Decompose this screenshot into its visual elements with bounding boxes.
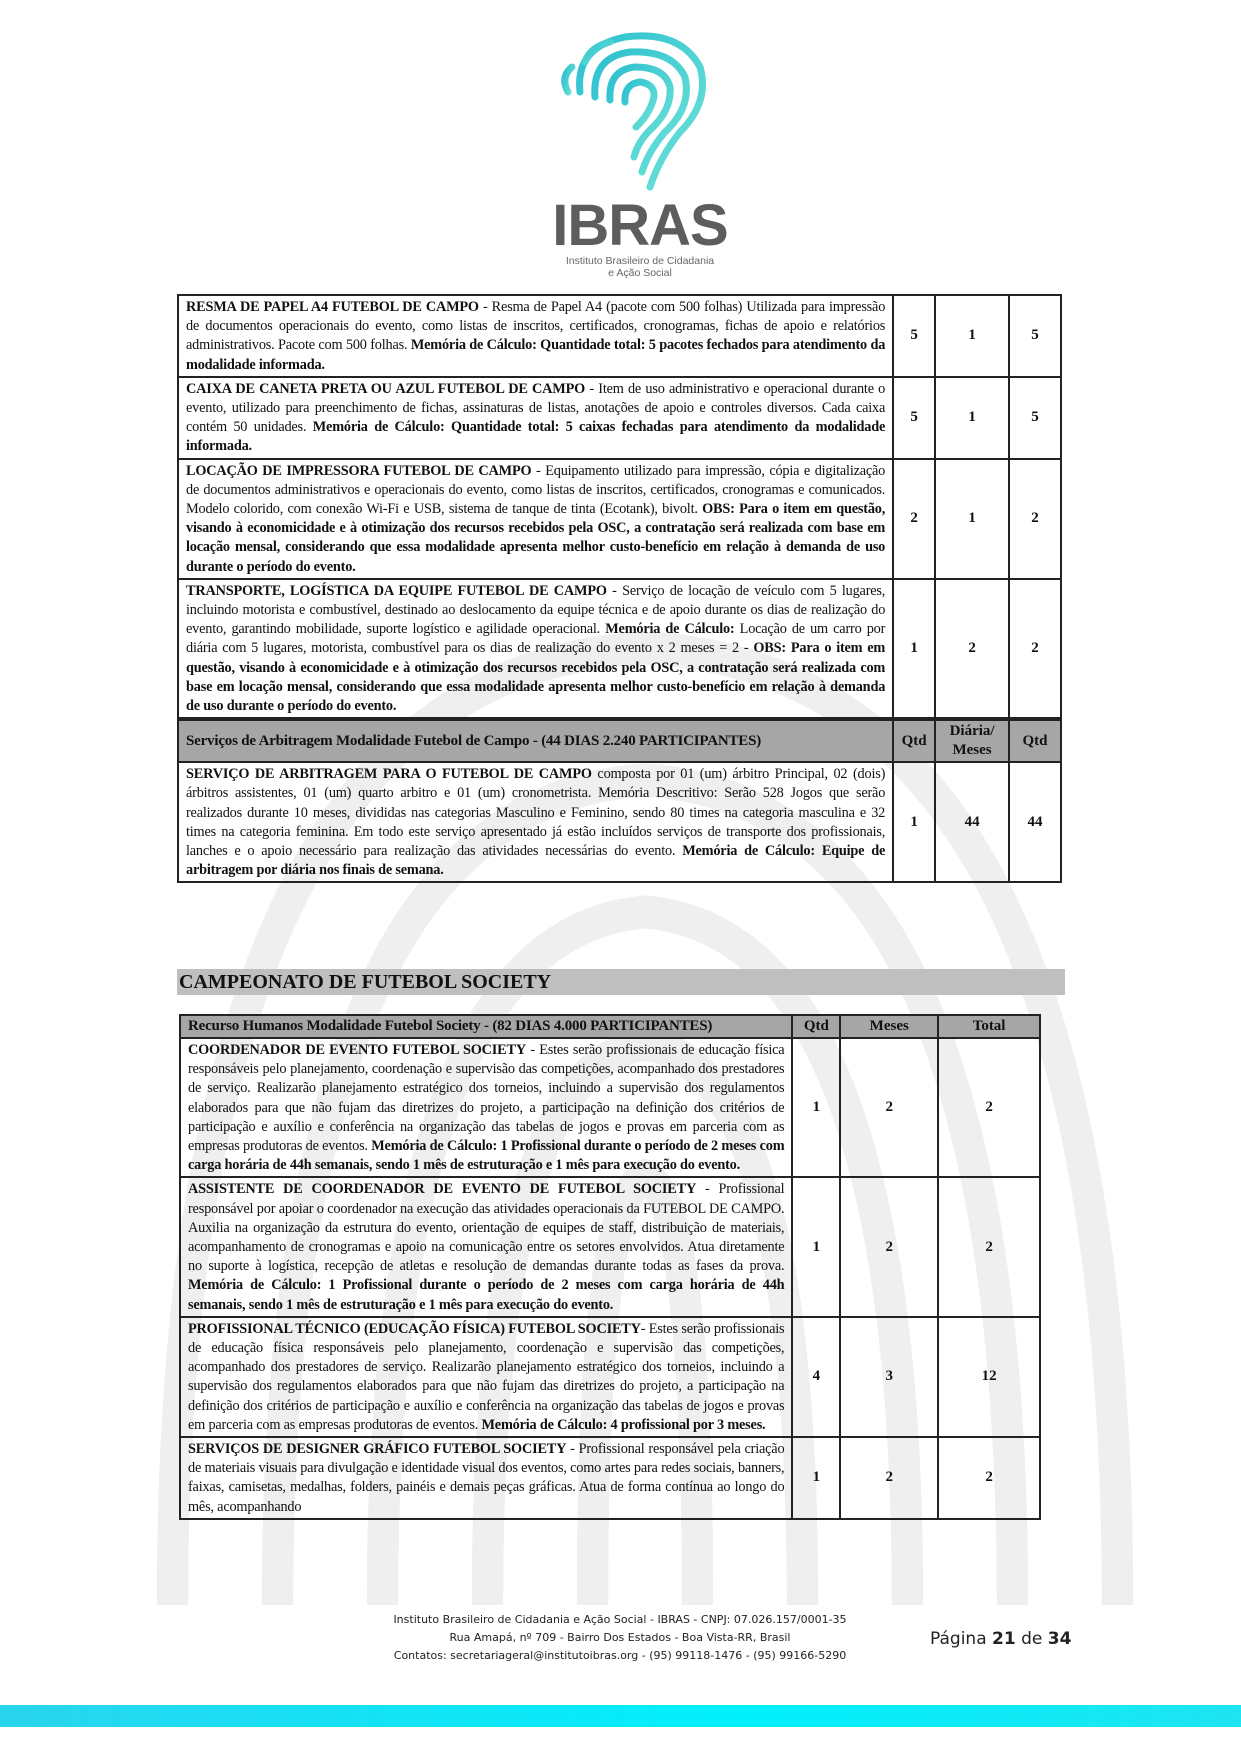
page-label: Página: [930, 1629, 987, 1649]
footer-line: Rua Amapá, nº 709 - Bairro Dos Estados - Boa Vista-RR, Brasil: [449, 1631, 791, 1644]
table-row: [178, 579, 1061, 719]
item-qtd: 1: [792, 1177, 840, 1316]
table-row: [178, 459, 1061, 579]
item-description: [180, 1177, 792, 1316]
item-description: [180, 1038, 792, 1177]
item-text: - Estes serão profissionais de educação física responsáveis pelo planejamento, coordenação e supervisão das competições, acompanhado dos prestadores de serviço. Realizarão planejamento estratégico dos torneios, incluindo a supervisão dos regulamentos elaborados para que não fujam das diretrizes do projeto, a participação na definição dos critérios de participação e auxílio e conferência na organização das tabelas de jogos e provas em parceria com as empresas produtoras de eventos.: [188, 1042, 785, 1155]
logo-subtitle: Instituto Brasileiro de Cidadania: [565, 255, 715, 267]
table-row: [180, 1038, 1040, 1177]
footer: [350, 1611, 890, 1665]
item-total: 44: [1009, 762, 1061, 882]
page-sep: de: [1021, 1629, 1043, 1649]
fingerprint-map-icon: [550, 22, 730, 192]
item-total: 5: [1009, 295, 1061, 377]
item-title: RESMA DE PAPEL A4 FUTEBOL DE CAMPO: [186, 299, 479, 315]
item-diaria: 1: [935, 295, 1009, 377]
col-total: Total: [938, 1015, 1040, 1038]
item-text: - Profissional responsável pela criação de materiais visuais para divulgação e identidade visual dos eventos, como artes para redes sociais, banners, faixas, camisetas, medalhas, folders, painéis e demais peças gráficas. Atua de forma contínua ao longo do mês, acompanhando: [188, 1441, 785, 1515]
item-meses: 2: [840, 1177, 938, 1316]
materials-table: [177, 294, 1062, 883]
table-row: [180, 1177, 1040, 1316]
item-diaria: 1: [935, 459, 1009, 579]
item-qtd: 5: [893, 295, 935, 377]
society-hr-table: [179, 1014, 1041, 1520]
table-row: [180, 1437, 1040, 1519]
footer-color-bar: [0, 1705, 1241, 1727]
item-description: [178, 377, 893, 459]
page-number: [930, 1629, 1071, 1649]
item-qtd: 1: [893, 762, 935, 882]
arbitragem-header-row: [178, 719, 1061, 762]
logo-subtitle: e Ação Social: [608, 267, 672, 279]
item-calc-label: Memória de Cálculo:: [605, 621, 735, 638]
footer-contacts: Contatos: secretariageral@institutoibras.org - (95) 99118-1476 - (95) 99166-5290: [393, 1649, 847, 1662]
item-total: 12: [938, 1317, 1040, 1437]
col-total: Qtd: [1009, 719, 1061, 762]
item-title: SERVIÇO DE ARBITRAGEM PARA O FUTEBOL DE CAMPO: [186, 766, 592, 783]
item-title: ASSISTENTE DE COORDENADOR DE EVENTO DE FUTEBOL SOCIETY: [188, 1181, 697, 1198]
item-text: - Serviço de locação de veículo com 5 lugares, incluindo motorista e combustível, destinado ao deslocamento da equipe técnica e de apoio durante os dias de realização do evento, garantindo mobilidade, suporte logístico e agilidade operacional.: [186, 582, 886, 638]
item-title: SERVIÇOS DE DESIGNER GRÁFICO FUTEBOL SOCIETY: [188, 1441, 567, 1458]
item-calc: Memória de Cálculo: 1 Profissional durante o período de 2 meses com carga horária de 44h semanais, sendo 1 mês de estruturação e 1 mês para execução do evento.: [188, 1277, 785, 1313]
table-row: [178, 295, 1061, 377]
item-calc: OBS: Para o item em questão, visando à economicidade e à otimização dos recursos recebidos pela OSC, a contratação será realizada com base em locação mensal, considerando que essa modalidade apresenta melhor custo-benefício em relação à demanda de uso durante o período do evento.: [186, 501, 886, 575]
item-diaria: 2: [935, 579, 1009, 719]
item-calc: Memória de Cálculo: 4 profissional por 3 meses.: [481, 1416, 766, 1433]
item-total: 2: [938, 1038, 1040, 1177]
item-diaria: 1: [935, 377, 1009, 459]
item-description: [178, 762, 893, 882]
item-text: - Estes serão profissionais de educação física responsáveis pelo planejamento, coordenação e supervisão das competições, acompanhado dos prestadores de serviço. Realizarão planejamento estratégico dos torneios, incluindo a supervisão dos regulamentos elaborados para que não fujam das diretrizes do projeto, a participação na definição dos critérios de participação e auxílio e conferência na organização das tabelas de jogos e provas em parceria com as empresas produtoras de eventos.: [188, 1320, 785, 1433]
item-text: - Equipamento utilizado para impressão, cópia e digitalização de documentos administrativos e operacionais do evento, como listas de inscritos, certificados, cronogramas e comunicados. Modelo colorido, com conexão Wi-Fi e USB, sistema de tanque de tinta (Ecotank), bivolt.: [186, 462, 886, 518]
item-qtd: 2: [893, 459, 935, 579]
table-header-row: [180, 1015, 1040, 1038]
item-description: [178, 295, 893, 377]
item-text: - Item de uso administrativo e operacional durante o evento, utilizado para preenchimento de fichas, assinaturas de listas, anotações de apoio e controles diversos. Cada caixa contém 50 unidades.: [186, 380, 886, 436]
page-current: 21: [992, 1629, 1016, 1649]
item-qtd: 4: [792, 1317, 840, 1437]
page-total: 34: [1047, 1629, 1072, 1649]
col-qtd: Qtd: [893, 719, 935, 762]
item-text: - Profissional responsável por apoiar o coordenador na execução das atividades operacionais da FUTEBOL DE CAMPO. Auxilia na organização da estrutura do evento, orientação de equipes de staff, distribuição de materiais, acompanhamento de cronogramas e apoio na comunicação entre os setores envolvidos. Atua diretamente no suporte à logística, recepção de atletas e resolução de demandas durante todas as fases da prova.: [188, 1181, 785, 1275]
arbitragem-header: Serviços de Arbitragem Modalidade Futebol de Campo - (44 DIAS 2.240 PARTICIPANTES): [178, 719, 893, 762]
col-meses: Meses: [840, 1015, 938, 1038]
item-total: 2: [938, 1437, 1040, 1519]
table-row: [180, 1317, 1040, 1437]
item-qtd: 5: [893, 377, 935, 459]
item-calc: Memória de Cálculo: Quantidade total: 5 caixas fechadas para atendimento da modalidade informada.: [186, 419, 886, 455]
item-meses: 2: [840, 1437, 938, 1519]
item-text: - Resma de Papel A4 (pacote com 500 folhas) Utilizada para impressão de documentos operacionais do evento, como listas de inscritos, certificados, cronogramas, fichas de apoio e relatórios administrativos. Pacote com 500 folhas.: [186, 299, 886, 354]
logo-brand: IBRAS: [552, 193, 728, 258]
item-total: 5: [1009, 377, 1061, 459]
item-title: COORDENADOR DE EVENTO FUTEBOL SOCIETY: [188, 1042, 526, 1058]
table-row: [178, 377, 1061, 459]
item-calc: Memória de Cálculo: Quantidade total: 5 pacotes fechados para atendimento da modalidade informada.: [186, 337, 886, 373]
item-total: 2: [1009, 579, 1061, 719]
section-title: CAMPEONATO DE FUTEBOL SOCIETY: [177, 969, 1065, 995]
item-text: Locação de um carro por diária com 5 lugares, motorista, combustível para os dias de realização do evento x 2 meses = 2 -: [186, 621, 886, 657]
item-description: [178, 579, 893, 719]
table2-header: Recurso Humanos Modalidade Futebol Society - (82 DIAS 4.000 PARTICIPANTES): [180, 1015, 792, 1038]
item-title: LOCAÇÃO DE IMPRESSORA FUTEBOL DE CAMPO: [186, 462, 532, 479]
item-title: PROFISSIONAL TÉCNICO (EDUCAÇÃO FÍSICA) FUTEBOL SOCIETY: [188, 1320, 641, 1337]
item-total: 2: [1009, 459, 1061, 579]
item-description: [180, 1317, 792, 1437]
item-diaria: 44: [935, 762, 1009, 882]
item-qtd: 1: [792, 1038, 840, 1177]
item-calc: Memória de Cálculo: 1 Profissional durante o período de 2 meses com carga horária de 44h semanais, sendo 1 mês de estruturação e 1 mês para execução do evento.: [188, 1138, 785, 1174]
item-calc: OBS: Para o item em questão, visando à economicidade e à otimização dos recursos recebidos pela OSC, a contratação será realizada com base em locação mensal, considerando que essa modalidade apresenta melhor custo-benefício em relação à demanda de uso durante o período do evento.: [186, 640, 886, 715]
item-meses: 3: [840, 1317, 938, 1437]
item-qtd: 1: [893, 579, 935, 719]
col-qtd: Qtd: [792, 1015, 840, 1038]
item-description: [180, 1437, 792, 1519]
item-total: 2: [938, 1177, 1040, 1316]
item-description: [178, 459, 893, 579]
item-calc: Memória de Cálculo: Equipe de arbitragem por diária nos finais de semana.: [186, 843, 886, 879]
item-meses: 2: [840, 1038, 938, 1177]
item-title: TRANSPORTE, LOGÍSTICA DA EQUIPE FUTEBOL DE CAMPO: [186, 582, 607, 599]
item-title: CAIXA DE CANETA PRETA OU AZUL FUTEBOL DE CAMPO: [186, 380, 586, 397]
col-diaria: Diária/ Meses: [935, 719, 1009, 762]
ibras-logo: [540, 22, 740, 278]
item-text: composta por 01 (um) árbitro Principal, 02 (dois) árbitros assistentes, 01 (um) quarto arbitro e 01 (um) cronometrista. Memória Descritivo: Serão 528 Jogos que serão realizados durante 10 meses, divididas nas categorias Masculino e Feminino, sendo 80 times na categoria masculina e 32 times na categoria feminina. Em todo este serviço apresentado já estão incluídos serviços de transporte dos profissionais, lanches e o apoio necessário para realização das atividades necessárias do evento.: [186, 766, 886, 860]
footer-line: Instituto Brasileiro de Cidadania e Ação Social - IBRAS - CNPJ: 07.026.157/0001-35: [393, 1613, 847, 1626]
table-row: [178, 762, 1061, 882]
item-qtd: 1: [792, 1437, 840, 1519]
